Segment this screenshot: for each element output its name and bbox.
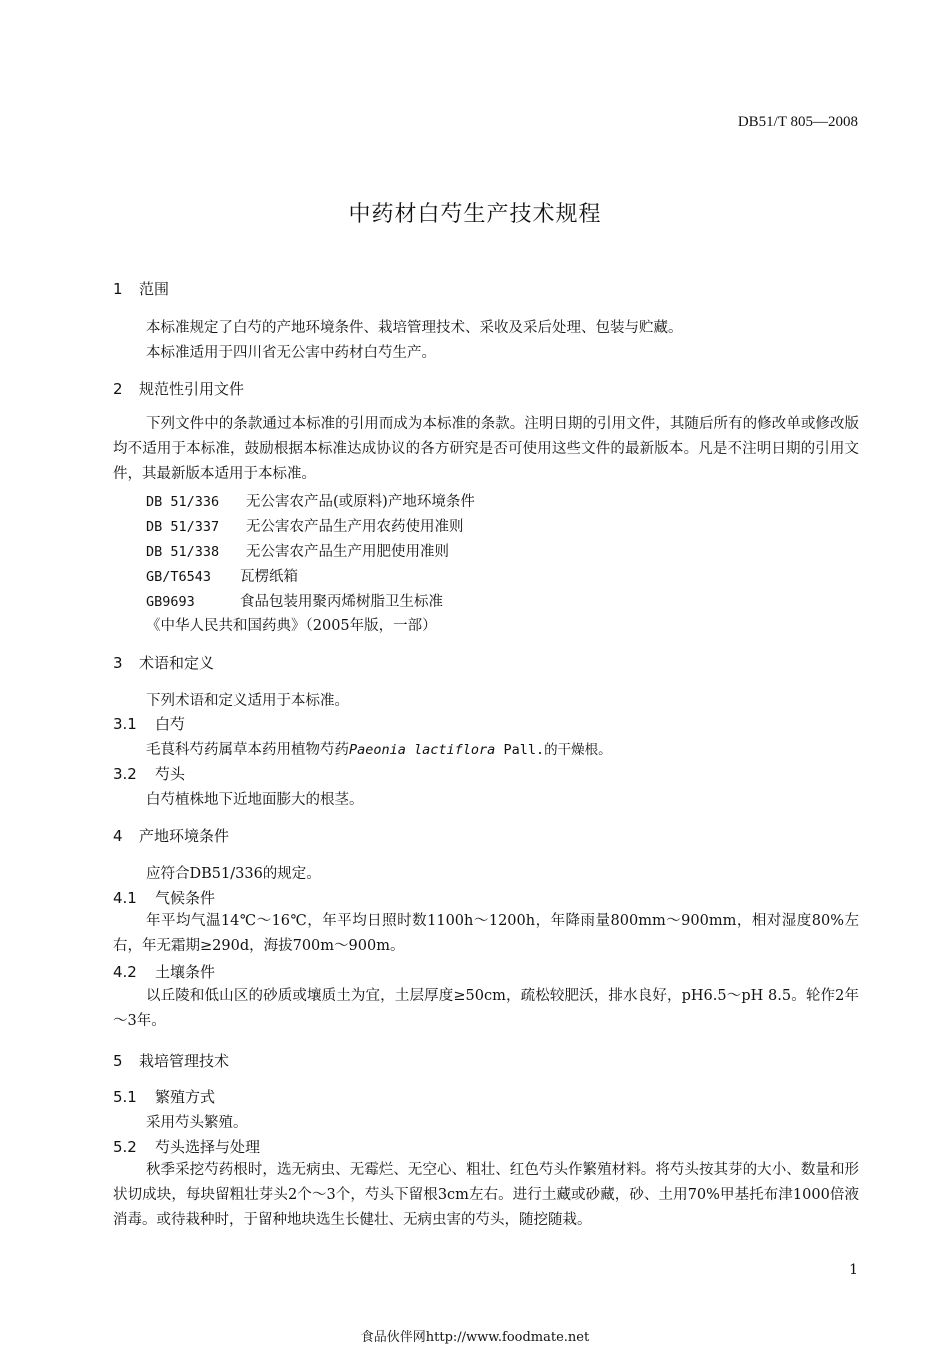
subsection-heading (113, 887, 215, 908)
reference-item (146, 540, 449, 561)
term-heading (113, 763, 185, 784)
subsection-title: 土壤条件 (155, 963, 216, 981)
footer-watermark: 食品伙伴网http://www.foodmate.net (360, 1330, 590, 1345)
section-3-heading (113, 652, 214, 673)
subsection-title: 繁殖方式 (155, 1088, 216, 1106)
reference-title: 无公害农产品(或原料)产地环境条件 (246, 494, 475, 510)
section-title: 产地环境条件 (139, 827, 230, 845)
reference-title: 无公害农产品生产用肥使用准则 (246, 544, 449, 560)
subsection-heading (113, 1136, 260, 1157)
paragraph: 下列文件中的条款通过本标准的引用而成为本标准的条款。注明日期的引用文件，其随后所有的修改单或修改版均不适用于本标准，鼓励根据本标准达成协议的各方研究是否可使用这些文件的最新版本。凡是不注明日期的引用文件，其最新版本适用于本标准。 (113, 416, 859, 482)
reference-item (146, 490, 475, 511)
reference-code: DB 51/336 (146, 494, 220, 510)
paragraph: 下列术语和定义适用于本标准。 (146, 693, 349, 709)
section-1-heading (113, 278, 169, 299)
definition-text: Pall.的干燥根。 (495, 742, 612, 758)
subsection-title: 芍头选择与处理 (155, 1138, 261, 1156)
paragraph: 应符合DB51/336的规定。 (146, 866, 321, 882)
subsection-number: 4.2 (113, 963, 137, 981)
reference-code: GB/T6543 (146, 569, 212, 585)
term-definition: 白芍植株地下近地面膨大的根茎。 (146, 792, 364, 808)
reference-item (146, 565, 298, 586)
section-4-heading (113, 825, 229, 846)
term-number: 3.2 (113, 765, 137, 783)
section-number: 2 (113, 380, 123, 398)
term-definition (146, 738, 612, 759)
latin-name: Paeonia lactiflora (349, 742, 496, 758)
subsection-number: 5.2 (113, 1138, 137, 1156)
subsection-number: 4.1 (113, 889, 137, 907)
paragraph: 以丘陵和低山区的砂质或壤质土为宜，土层厚度≥50cm，疏松较肥沃，排水良好，pH6.5～pH 8.5。轮作2年～3年。 (113, 988, 859, 1029)
definition-text: 毛茛科芍药属草本药用植物芍药 (146, 742, 349, 758)
term-heading (113, 713, 185, 734)
reference-title: 无公害农产品生产用农药使用准则 (246, 519, 464, 535)
section-title: 范围 (139, 280, 170, 298)
document-number: DB51/T 805—2008 (737, 114, 858, 130)
section-title: 规范性引用文件 (139, 380, 245, 398)
page-title: 中药材白芍生产技术规程 (348, 202, 602, 227)
reference-code: DB 51/338 (146, 544, 220, 560)
section-number: 5 (113, 1052, 123, 1070)
paragraph: 本标准适用于四川省无公害中药材白芍生产。 (146, 345, 436, 361)
paragraph: 年平均气温14℃～16℃，年平均日照时数1100h～1200h，年降雨量800mm～900mm，相对湿度80%左右，年无霜期≥290d，海拔700m～900m。 (113, 913, 859, 954)
term-number: 3.1 (113, 715, 137, 733)
paragraph: 采用芍头繁殖。 (146, 1115, 248, 1131)
section-title: 栽培管理技术 (139, 1052, 230, 1070)
subsection-title: 气候条件 (155, 889, 216, 907)
subsection-heading (113, 1086, 215, 1107)
paragraph: 秋季采挖芍药根时，选无病虫、无霉烂、无空心、粗壮、红色芍头作繁殖材料。将芍头按其芽的大小、数量和形状切成块，每块留粗壮芽头2个～3个，芍头下留根3cm左右。进行土藏或砂藏，砂、土用70%甲基托布津1000倍液消毒。或待栽种时，于留种地块选生长健壮、无病虫害的芍头，随挖随栽。 (113, 1162, 859, 1228)
section-title: 术语和定义 (139, 654, 215, 672)
section-number: 3 (113, 654, 123, 672)
reference-title: 瓦楞纸箱 (240, 569, 298, 585)
reference-item: 《中华人民共和国药典》（2005年版，一部） (146, 618, 437, 634)
subsection-heading (113, 961, 215, 982)
reference-code: DB 51/337 (146, 519, 220, 535)
reference-item (146, 590, 443, 611)
reference-item (146, 515, 464, 536)
reference-title: 食品包装用聚丙烯树脂卫生标准 (240, 594, 443, 610)
section-number: 1 (113, 280, 123, 298)
section-number: 4 (113, 827, 123, 845)
reference-code: GB9693 (146, 594, 195, 610)
term-title: 芍头 (155, 765, 186, 783)
subsection-number: 5.1 (113, 1088, 137, 1106)
section-5-heading (113, 1050, 229, 1071)
paragraph: 本标准规定了白芍的产地环境条件、栽培管理技术、采收及采后处理、包装与贮藏。 (146, 320, 683, 336)
section-2-heading (113, 378, 244, 399)
term-title: 白芍 (155, 715, 186, 733)
page-number: 1 (849, 1262, 858, 1278)
